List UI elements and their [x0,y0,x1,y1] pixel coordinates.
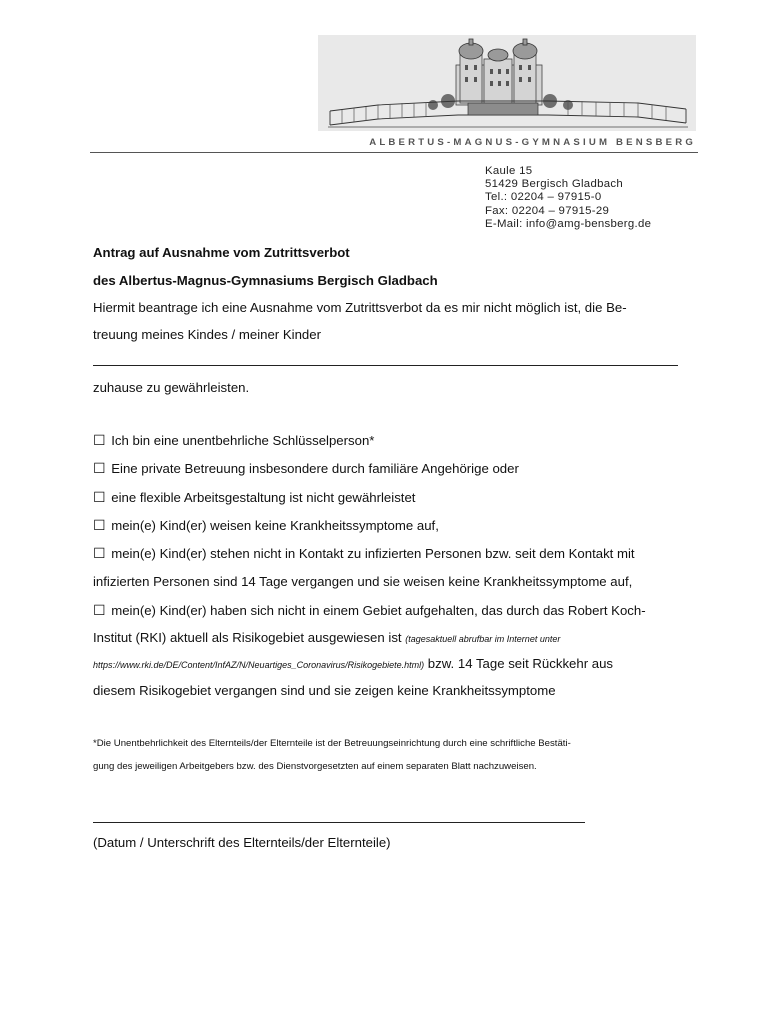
form-title-line1: Antrag auf Ausnahme vom Zutrittsverbot [93,245,350,260]
school-name: ALBERTUS-MAGNUS-GYMNASIUM BENSBERG [369,137,696,148]
signature-field[interactable] [93,822,585,823]
option-risk-area [93,602,646,619]
option-risk-area-cont3: diesem Risikogebiet vergangen sind und sie zeigen keine Krankheitssymptome [93,683,556,698]
intro-line3: zuhause zu gewährleisten. [93,380,250,395]
option-key-person-label: Ich bin eine unentbehrliche Schlüsselperson* [111,433,375,448]
checkbox-risk-area[interactable]: ☐ [93,602,106,618]
checkbox-key-person[interactable]: ☐ [93,432,106,448]
checkbox-private-care[interactable]: ☐ [93,460,106,476]
option-flexible-work-label: eine flexible Arbeitsgestaltung ist nicht gewährleistet [111,490,416,505]
address-tel: Tel.: 02204 – 97915-0 [485,191,602,204]
checkbox-flexible-work[interactable]: ☐ [93,489,106,505]
header-divider [90,152,698,153]
option-no-contact [93,545,635,562]
intro-line2: treuung meines Kindes / meiner Kinder [93,327,321,342]
footnote-line1: *Die Unentbehrlichkeit des Elternteils/der Elternteile ist der Betreuungseinrichtung durch eine schriftliche Bestäti- [93,738,571,749]
option-private-care-label: Eine private Betreuung insbesondere durch familiäre Angehörige oder [111,461,519,476]
option-no-contact-label: mein(e) Kind(er) stehen nicht in Kontakt zu infizierten Personen bzw. seit dem Kontakt mit [111,546,635,561]
checkbox-no-symptoms[interactable]: ☐ [93,517,106,533]
signature-label: (Datum / Unterschrift des Elternteils/der Elternteile) [93,835,391,850]
option-key-person [93,432,374,449]
option-risk-area-cont2 [93,656,613,671]
risk-area-return-text: bzw. 14 Tage seit Rückkehr aus [424,656,614,671]
option-no-symptoms [93,517,439,534]
footnote-line2: gung des jeweiligen Arbeitgebers bzw. des Dienstvorgesetzten auf einem separaten Blatt nachzuweisen. [93,761,537,772]
school-building-image [318,35,696,131]
address-street: Kaule 15 [485,165,533,177]
option-risk-area-cont1 [93,630,560,645]
option-flexible-work [93,489,415,506]
rki-link[interactable]: https://www.rki.de/DE/Content/InfAZ/N/Neuartiges_Coronavirus/Risikogebiete.html) [93,660,425,670]
school-address [485,165,651,231]
risk-area-text: Institut (RKI) aktuell als Risikogebiet ausgewiesen ist [93,630,406,645]
option-no-symptoms-label: mein(e) Kind(er) weisen keine Krankheitssymptome auf, [111,518,439,533]
address-email: E-Mail: info@amg-bensberg.de [485,217,652,230]
children-name-field[interactable] [93,365,678,366]
checkbox-no-contact[interactable]: ☐ [93,545,106,561]
option-risk-area-label: mein(e) Kind(er) haben sich nicht in einem Gebiet aufgehalten, das durch das Robert Koch- [111,603,646,618]
risk-area-note: (tagesaktuell abrufbar im Internet unter [405,634,561,644]
option-private-care [93,460,519,477]
option-no-contact-cont: infizierten Personen sind 14 Tage vergangen und sie weisen keine Krankheitssymptome auf, [93,574,633,589]
intro-line1: Hiermit beantrage ich eine Ausnahme vom Zutrittsverbot da es mir nicht möglich ist, die Be- [93,300,627,315]
address-fax: Fax: 02204 – 97915-29 [485,204,610,217]
form-title-line2: des Albertus-Magnus-Gymnasiums Bergisch Gladbach [93,273,438,288]
address-city: 51429 Bergisch Gladbach [485,178,623,191]
